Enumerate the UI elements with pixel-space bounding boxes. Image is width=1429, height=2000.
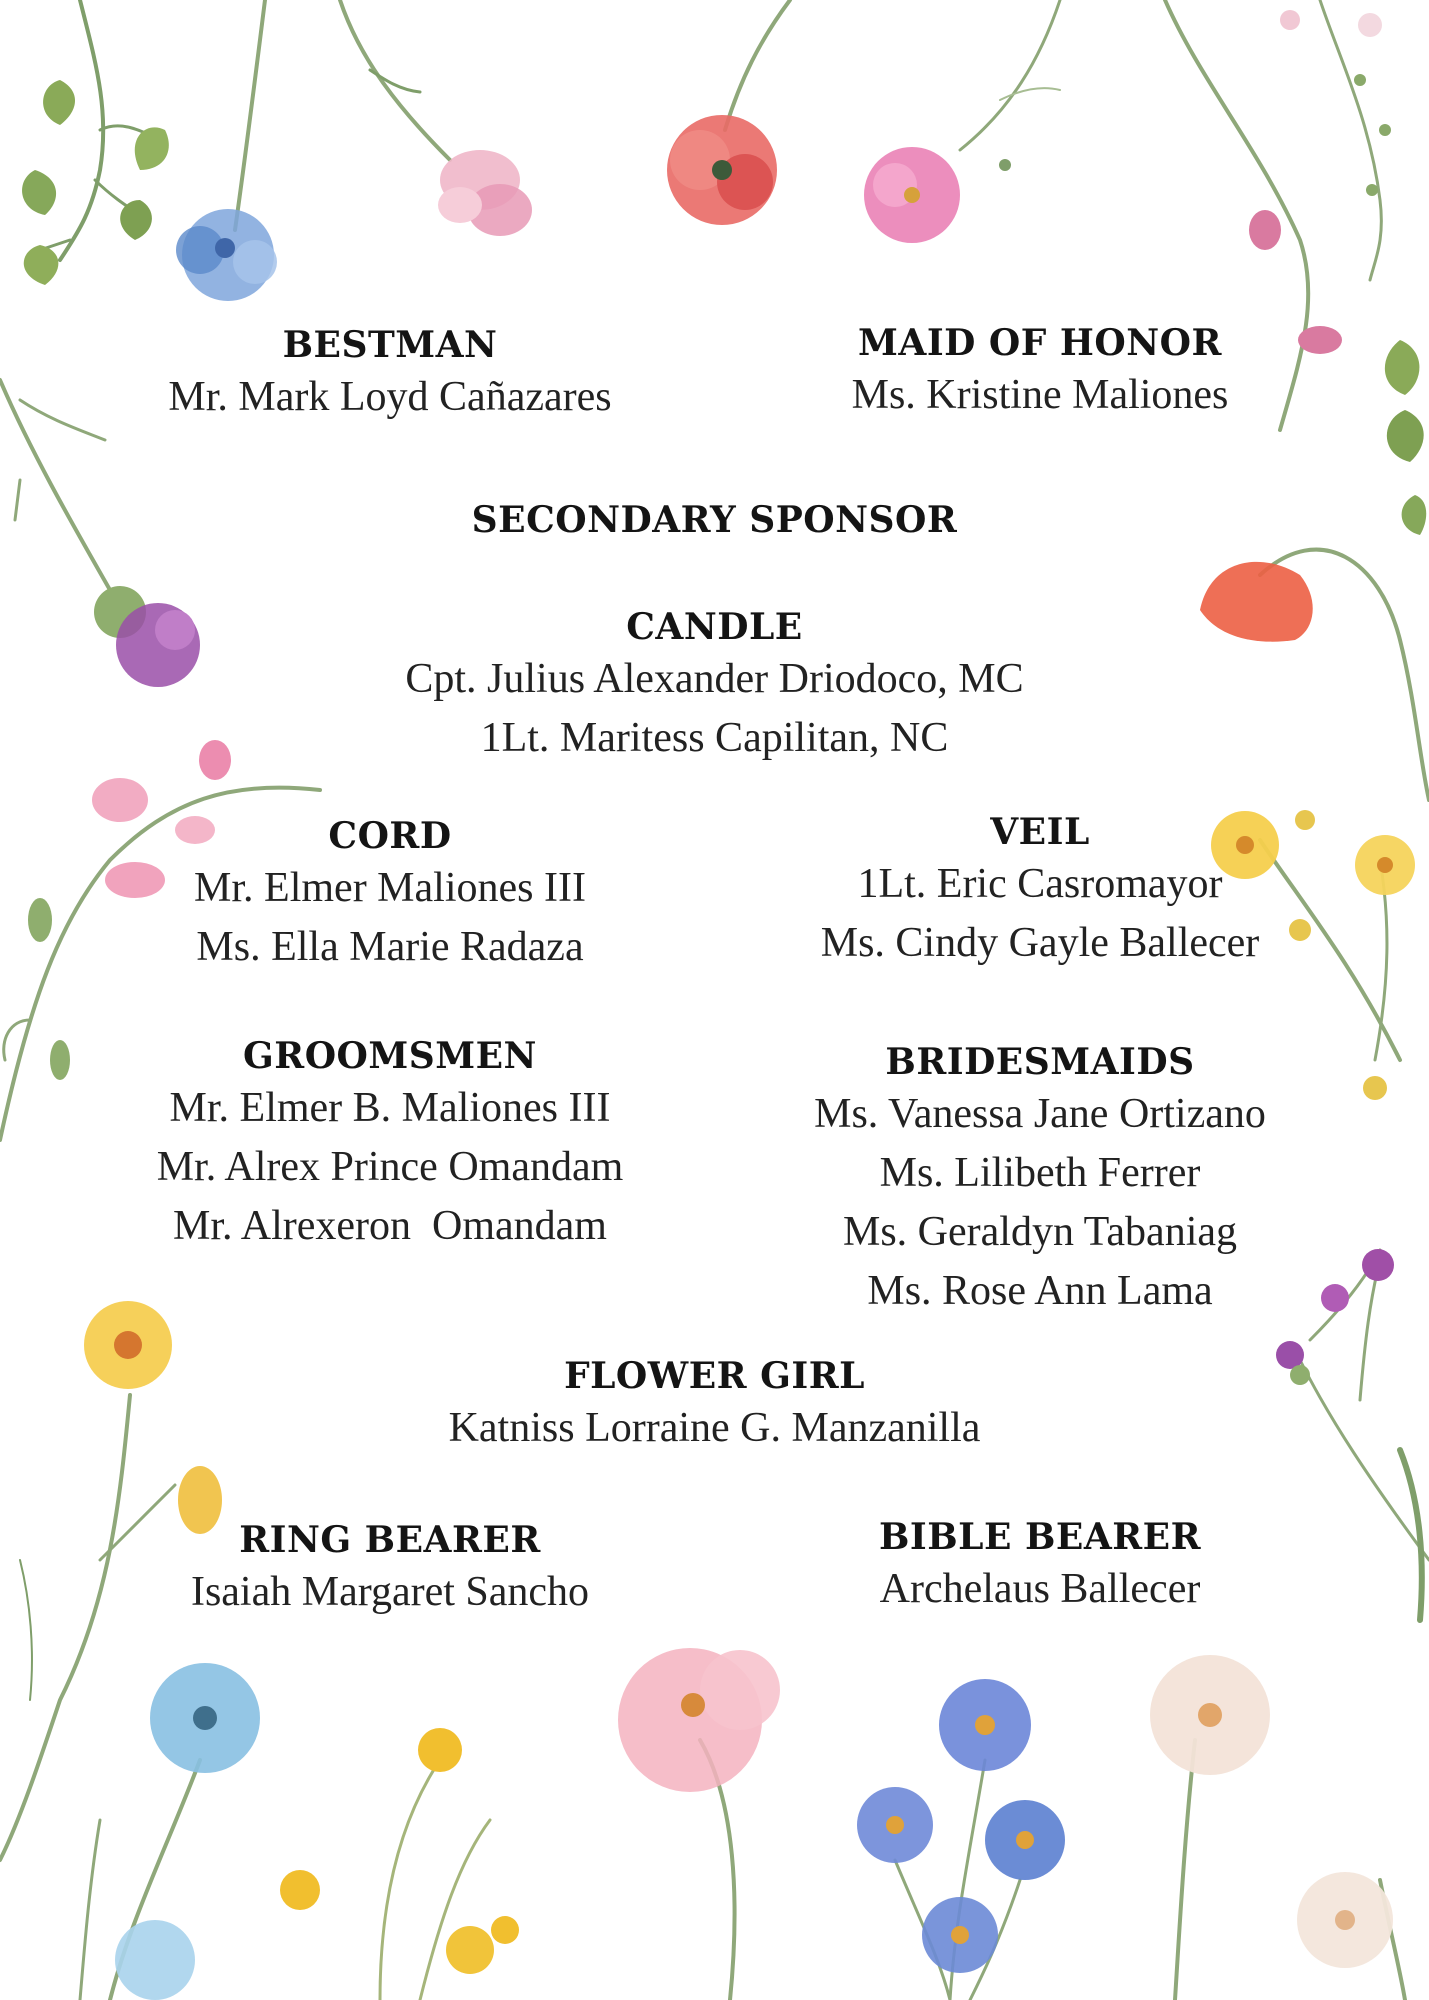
groomsman-name: Mr. Alrexeron Omandam bbox=[173, 1203, 607, 1249]
candle-name: 1Lt. Maritess Capilitan, NC bbox=[480, 715, 949, 761]
bible-bearer-section bbox=[735, 1514, 1345, 1619]
bridesmaid-name: Ms. Vanessa Jane Ortizano bbox=[814, 1091, 1266, 1137]
ring-bearer-heading: RING BEARER bbox=[239, 1519, 541, 1561]
groomsmen-heading: GROOMSMEN bbox=[243, 1035, 537, 1077]
groomsman-name: Mr. Alrex Prince Omandam bbox=[156, 1144, 624, 1190]
secondary-sponsor-section bbox=[250, 497, 1179, 543]
groomsman-name: Mr. Elmer B. Maliones III bbox=[169, 1085, 611, 1131]
pink-poppy-decoration bbox=[618, 1648, 780, 2000]
bible-bearer-name: Archelaus Ballecer bbox=[879, 1566, 1201, 1612]
ring-bearer-name: Isaiah Margaret Sancho bbox=[190, 1569, 590, 1615]
bridesmaid-name: Ms. Geraldyn Tabaniag bbox=[842, 1209, 1238, 1255]
blue-cornflower-decoration bbox=[176, 0, 277, 301]
pink-sweet-pea-decoration bbox=[340, 0, 532, 236]
flower-girl-heading: FLOWER GIRL bbox=[564, 1355, 865, 1397]
candle-heading: CANDLE bbox=[626, 606, 803, 648]
ginkgo-leaves-decoration bbox=[22, 0, 169, 285]
flower-girl-section bbox=[250, 1353, 1179, 1458]
maid-of-honor-section bbox=[735, 320, 1345, 425]
bridesmaid-name: Ms. Lilibeth Ferrer bbox=[879, 1150, 1201, 1196]
maid-of-honor-heading: MAID OF HONOR bbox=[858, 322, 1222, 364]
cream-daisy-decoration bbox=[1150, 1655, 1405, 2000]
candle-name: Cpt. Julius Alexander Driodoco, MC bbox=[405, 656, 1024, 702]
cord-section bbox=[85, 813, 695, 977]
veil-name: Ms. Cindy Gayle Ballecer bbox=[820, 920, 1260, 966]
blue-aster-decoration bbox=[857, 1679, 1065, 2000]
red-poppy-decoration bbox=[667, 0, 790, 225]
groomsmen-section bbox=[85, 1033, 695, 1256]
bridesmaids-heading: BRIDESMAIDS bbox=[885, 1041, 1195, 1083]
orange-poppy-decoration bbox=[1200, 550, 1429, 800]
candle-section bbox=[250, 604, 1179, 768]
cord-name: Ms. Ella Marie Radaza bbox=[196, 924, 584, 970]
ring-bearer-section bbox=[85, 1517, 695, 1622]
pink-bellflower-vine-decoration bbox=[1165, 0, 1426, 535]
bridesmaids-section bbox=[735, 1039, 1345, 1321]
flower-girl-name: Katniss Lorraine G. Manzanilla bbox=[448, 1405, 981, 1451]
veil-name: 1Lt. Eric Casromayor bbox=[857, 861, 1223, 907]
pink-cosmos-decoration bbox=[864, 0, 1060, 243]
bible-bearer-heading: BIBLE BEARER bbox=[878, 1516, 1202, 1558]
bestman-section bbox=[85, 322, 695, 427]
cord-heading: CORD bbox=[328, 815, 452, 857]
cord-name: Mr. Elmer Maliones III bbox=[194, 865, 586, 911]
bridesmaid-name: Ms. Rose Ann Lama bbox=[867, 1268, 1213, 1314]
bestman-name: Mr. Mark Loyd Cañazares bbox=[168, 374, 612, 420]
maid-of-honor-name: Ms. Kristine Maliones bbox=[851, 372, 1229, 418]
blue-forget-me-not-decoration bbox=[80, 1663, 260, 2000]
yellow-wildflower-decoration bbox=[280, 1728, 519, 2000]
secondary-sponsor-heading: SECONDARY SPONSOR bbox=[471, 499, 958, 541]
veil-heading: VEIL bbox=[990, 811, 1090, 853]
bestman-heading: BESTMAN bbox=[282, 324, 498, 366]
veil-section bbox=[735, 809, 1345, 973]
